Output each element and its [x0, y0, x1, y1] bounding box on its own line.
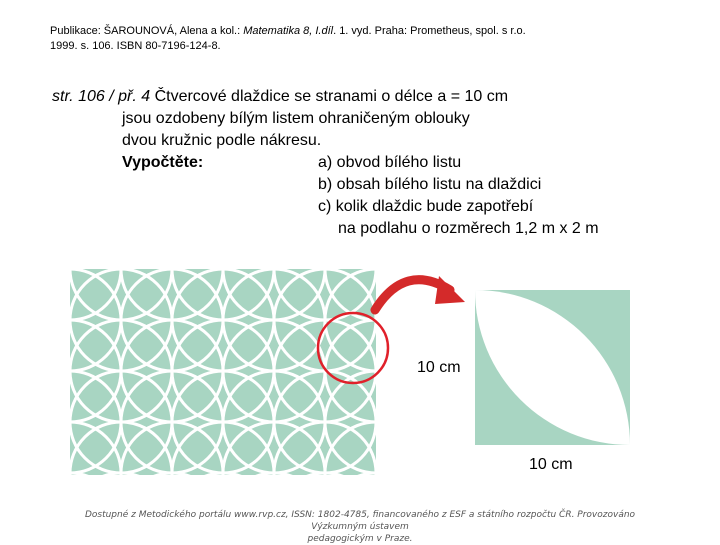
compute-row [52, 152, 672, 174]
task-c-row [52, 196, 672, 218]
task-c1: c) kolik dlaždic bude zapotřebí [318, 198, 534, 215]
problem-text-2: jsou ozdobeny bílým listem ohraničeným oblouky [122, 110, 470, 127]
footer-line-1: Dostupné z Metodického portálu www.rvp.cz, ISSN: 1802-4785, financovaného z ESF a státního rozpočtu ČR. Provozováno Výzkumným ústavem [84, 510, 636, 532]
tile-bottom-label: 10 cm [529, 456, 573, 473]
citation-title: Matematika 8, I.díl [243, 25, 334, 37]
citation-prefix: Publikace: ŠAROUNOVÁ, Alena a kol.: [50, 25, 244, 37]
citation-line-1 [50, 24, 650, 39]
problem-statement [52, 86, 672, 240]
tile-leaf-diagram [475, 290, 630, 445]
task-c2-row [52, 218, 672, 240]
task-a: a) obvod bílého listu [318, 154, 462, 171]
highlight-circle [313, 308, 393, 388]
problem-reference: str. 106 / př. 4 [52, 88, 151, 105]
compute-label: Vypočtěte: [122, 154, 204, 171]
problem-text-1: Čtvercové dlaždice se stranami o délce a = 10 cm [154, 88, 509, 105]
task-b: b) obsah bílého listu na dlaždici [318, 176, 542, 193]
footer-line-2: pedagogickým v Praze. [307, 534, 413, 544]
problem-line-1 [52, 86, 672, 108]
task-c2: na podlahu o rozměrech 1,2 m x 2 m [338, 220, 599, 237]
tile-side-label: 10 cm [417, 359, 461, 376]
task-b-row [52, 174, 672, 196]
citation-line-2: 1999. s. 106. ISBN 80-7196-124-8. [50, 40, 221, 52]
citation [50, 24, 650, 54]
problem-text-3: dvou kružnic podle nákresu. [122, 132, 322, 149]
citation-suffix: . 1. vyd. Praha: Prometheus, spol. s r.o. [333, 25, 526, 37]
